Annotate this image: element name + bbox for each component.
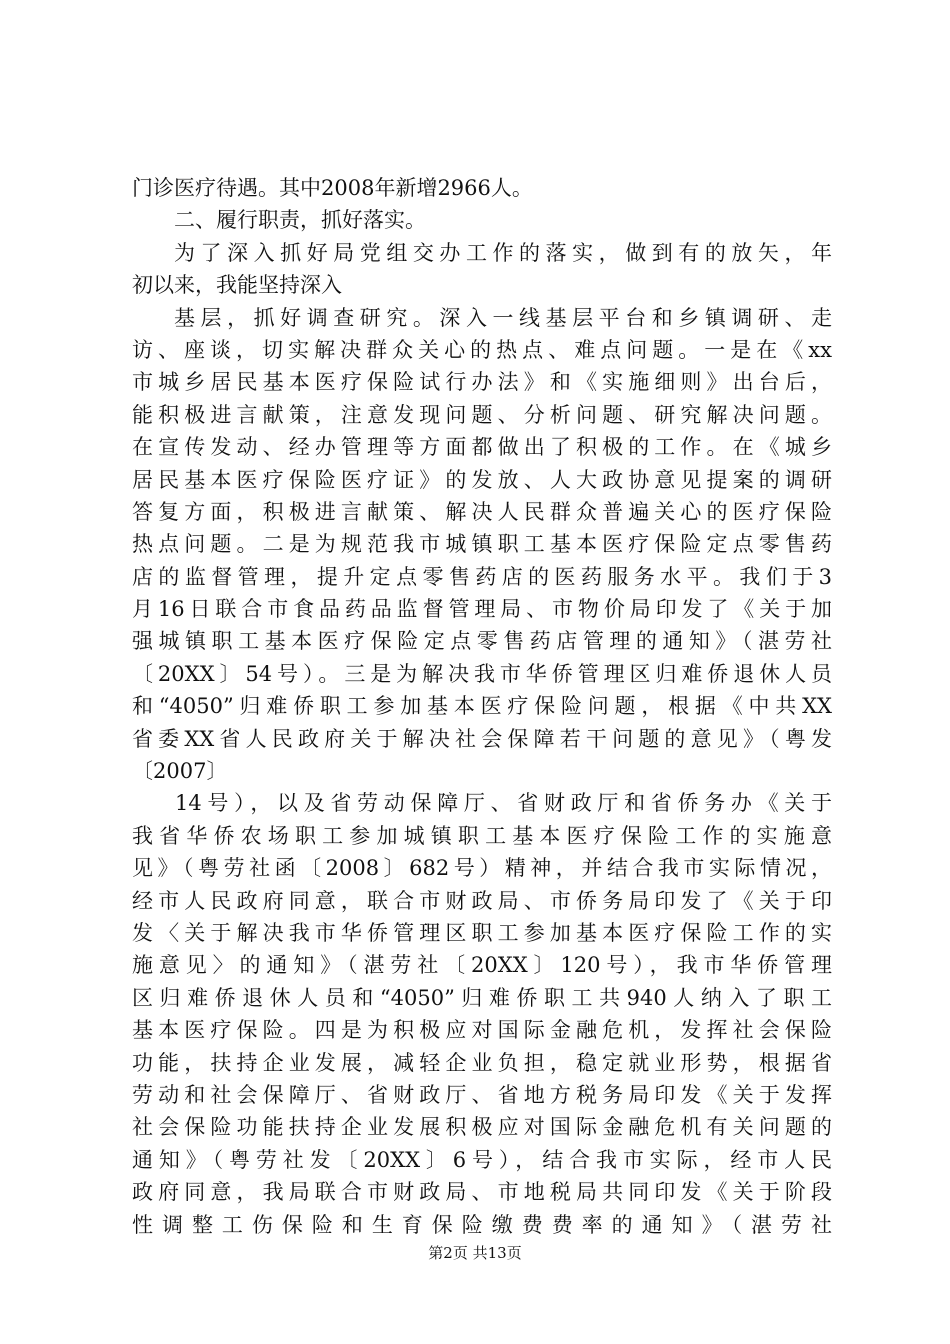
text-line: 月16日联合市食品药品监督管理局、市物价局印发了《关于加 [132,597,832,622]
document-body [132,172,832,1241]
text-line: 功能，扶持企业发展，减轻企业负担，稳定就业形势，根据省 [132,1050,832,1075]
text-line: 省委XX省人民政府关于解决社会保障若干问题的意见》（粤发 [132,726,832,751]
text-line: 社会保险功能扶持企业发展积极应对国际金融危机有关问题的 [132,1115,832,1140]
text-line: 门诊医疗待遇。其中2008年新增2966人。 [132,176,533,200]
text-line: 基本医疗保险。四是为积极应对国际金融危机，发挥社会保险 [132,1018,832,1043]
text-line: 我省华侨农场职工参加城镇职工基本医疗保险工作的实施意 [132,823,832,848]
text-line: 在宣传发动、经办管理等方面都做出了积极的工作。在《城乡 [132,435,832,460]
text-line: 热点问题。二是为规范我市城镇职工基本医疗保险定点零售药 [132,532,832,557]
text-line: 市城乡居民基本医疗保险试行办法》和《实施细则》出台后， [132,370,832,395]
text-line: 和“4050”归难侨职工参加基本医疗保险问题，根据《中共XX [132,694,832,719]
text-line: 访、座谈，切实解决群众关心的热点、难点问题。一是在《xx [132,337,832,362]
page-number: 第2页 共13页 [428,1244,522,1262]
text-line: 〔2007〕 [132,759,228,784]
text-line: 通知》（粤劳社发〔20XX〕6号），结合我市实际，经市人民 [132,1147,832,1172]
text-line: 为了深入抓好局党组交办工作的落实，做到有的放矢，年 [174,240,832,265]
text-line: 店的监督管理，提升定点零售药店的医药服务水平。我们于3 [132,564,832,589]
text-line: 劳动和社会保障厅、省财政厅、省地方税务局印发《关于发挥 [132,1082,832,1107]
page-footer [0,1243,950,1263]
text-line: 强城镇职工基本医疗保险定点零售药店管理的通知》（湛劳社 [132,629,832,654]
text-line: 施意见〉的通知》（湛劳社〔20XX〕120号），我市华侨管理 [132,953,832,978]
text-line: 能积极进言献策，注意发现问题、分析问题、研究解决问题。 [132,402,832,427]
text-line: 区归难侨退休人员和“4050”归难侨职工共940人纳入了职工 [132,985,832,1010]
text-line: 答复方面，积极进言献策、解决人民群众普遍关心的医疗保险 [132,499,832,524]
text-line: 政府同意，我局联合市财政局、市地税局共同印发《关于阶段 [132,1180,832,1205]
text-line: 基层，抓好调查研究。深入一线基层平台和乡镇调研、走 [174,305,832,330]
text-line: 发〈关于解决我市华侨管理区职工参加基本医疗保险工作的实 [132,920,832,945]
text-line: 〔20XX〕54号）。三是为解决我市华侨管理区归难侨退休人员 [132,661,832,686]
text-line: 经市人民政府同意，联合市财政局、市侨务局印发了《关于印 [132,888,832,913]
text-line: 14号），以及省劳动保障厅、省财政厅和省侨务办《关于 [175,791,832,816]
text-line: 见》（粤劳社函〔2008〕682号）精神，并结合我市实际情况， [132,856,832,881]
text-line: 性调整工伤保险和生育保险缴费费率的通知》（湛劳社 [132,1212,832,1237]
text-line: 居民基本医疗保险医疗证》的发放、人大政协意见提案的调研 [132,467,832,492]
text-line: 初以来，我能坚持深入 [132,273,342,298]
section-heading: 二、履行职责，抓好落实。 [174,208,426,233]
